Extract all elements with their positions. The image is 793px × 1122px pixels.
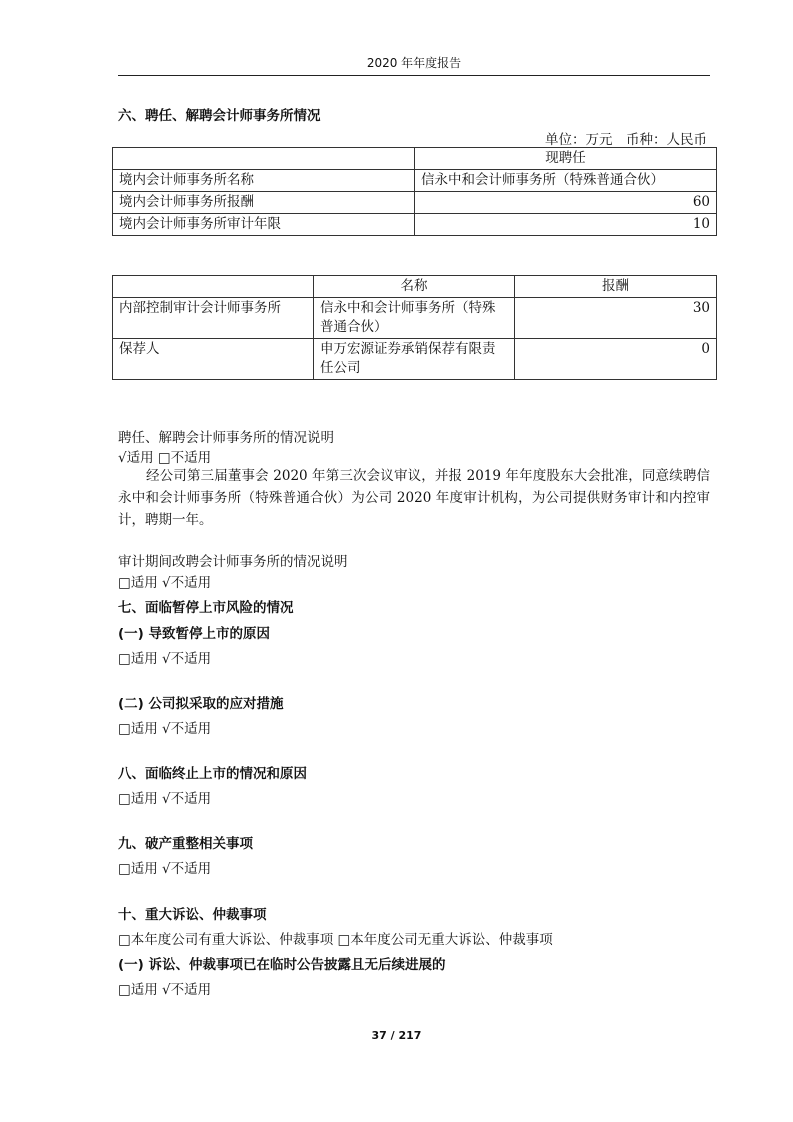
section-7-sub1-title: (一) 导致暂停上市的原因 bbox=[118, 626, 271, 642]
table-cell: 境内会计师事务所报酬 bbox=[113, 192, 415, 214]
table-row bbox=[113, 192, 717, 214]
section-7-sub2-status: □适用 √不适用 bbox=[118, 721, 212, 737]
section-9-title: 九、破产重整相关事项 bbox=[118, 836, 253, 852]
table-cell: 保荐人 bbox=[113, 339, 314, 380]
table-cell: 0 bbox=[515, 339, 717, 380]
page-header: 2020 年年度报告 bbox=[118, 54, 710, 76]
table-cell: 境内会计师事务所名称 bbox=[113, 170, 415, 192]
table-header-cell: 名称 bbox=[314, 276, 515, 298]
section-7-sub2-title: (二) 公司拟采取的应对措施 bbox=[118, 696, 284, 712]
change-title: 审计期间改聘会计师事务所的情况说明 bbox=[118, 554, 348, 570]
table-header-row bbox=[113, 276, 717, 298]
table-row bbox=[113, 214, 717, 236]
table-header-row bbox=[113, 148, 717, 170]
table-row bbox=[113, 170, 717, 192]
table-row bbox=[113, 339, 717, 380]
table-cell: 申万宏源证券承销保荐有限责任公司 bbox=[314, 339, 515, 380]
table-cell: 60 bbox=[415, 192, 717, 214]
change-status: □适用 √不适用 bbox=[118, 575, 212, 591]
table-row bbox=[113, 298, 717, 339]
table-cell: 境内会计师事务所审计年限 bbox=[113, 214, 415, 236]
auditor-table bbox=[112, 147, 717, 236]
section-10-title: 十、重大诉讼、仲裁事项 bbox=[118, 907, 267, 923]
section-8-title: 八、面临终止上市的情况和原因 bbox=[118, 766, 307, 782]
other-auditor-table bbox=[112, 275, 717, 380]
explain-paragraph: 经公司第三届董事会 2020 年第三次会议审议，并报 2019 年年度股东大会批准，同意续聘信永中和会计师事务所（特殊普通合伙）为公司 2020 年度审计机构，为公司提供财务审计和内控审计，聘期一年。 bbox=[118, 468, 710, 528]
explain-status: √适用 □不适用 bbox=[118, 450, 212, 466]
table-cell: 信永中和会计师事务所（特殊普通合伙） bbox=[314, 298, 515, 339]
section-9-status: □适用 √不适用 bbox=[118, 861, 212, 877]
table-header-cell: 报酬 bbox=[515, 276, 717, 298]
table-header-cell: 现聘任 bbox=[415, 148, 717, 170]
table-cell: 信永中和会计师事务所（特殊普通合伙） bbox=[415, 170, 717, 192]
section-6-title: 六、聘任、解聘会计师事务所情况 bbox=[118, 108, 321, 124]
explain-title: 聘任、解聘会计师事务所的情况说明 bbox=[118, 430, 334, 446]
table-cell: 30 bbox=[515, 298, 717, 339]
section-8-status: □适用 √不适用 bbox=[118, 791, 212, 807]
unit-label: 单位：万元 币种：人民币 bbox=[545, 132, 707, 148]
table-header-cell bbox=[113, 148, 415, 170]
section-10-sub1-status: □适用 √不适用 bbox=[118, 982, 212, 998]
page-number: 37 / 217 bbox=[371, 1029, 422, 1042]
section-7-title: 七、面临暂停上市风险的情况 bbox=[118, 600, 294, 616]
section-7-sub1-status: □适用 √不适用 bbox=[118, 651, 212, 667]
section-10-options: □本年度公司有重大诉讼、仲裁事项 □本年度公司无重大诉讼、仲裁事项 bbox=[118, 932, 553, 948]
table-cell: 10 bbox=[415, 214, 717, 236]
section-10-sub1-title: (一) 诉讼、仲裁事项已在临时公告披露且无后续进展的 bbox=[118, 957, 446, 973]
table-cell: 内部控制审计会计师事务所 bbox=[113, 298, 314, 339]
table-header-cell bbox=[113, 276, 314, 298]
